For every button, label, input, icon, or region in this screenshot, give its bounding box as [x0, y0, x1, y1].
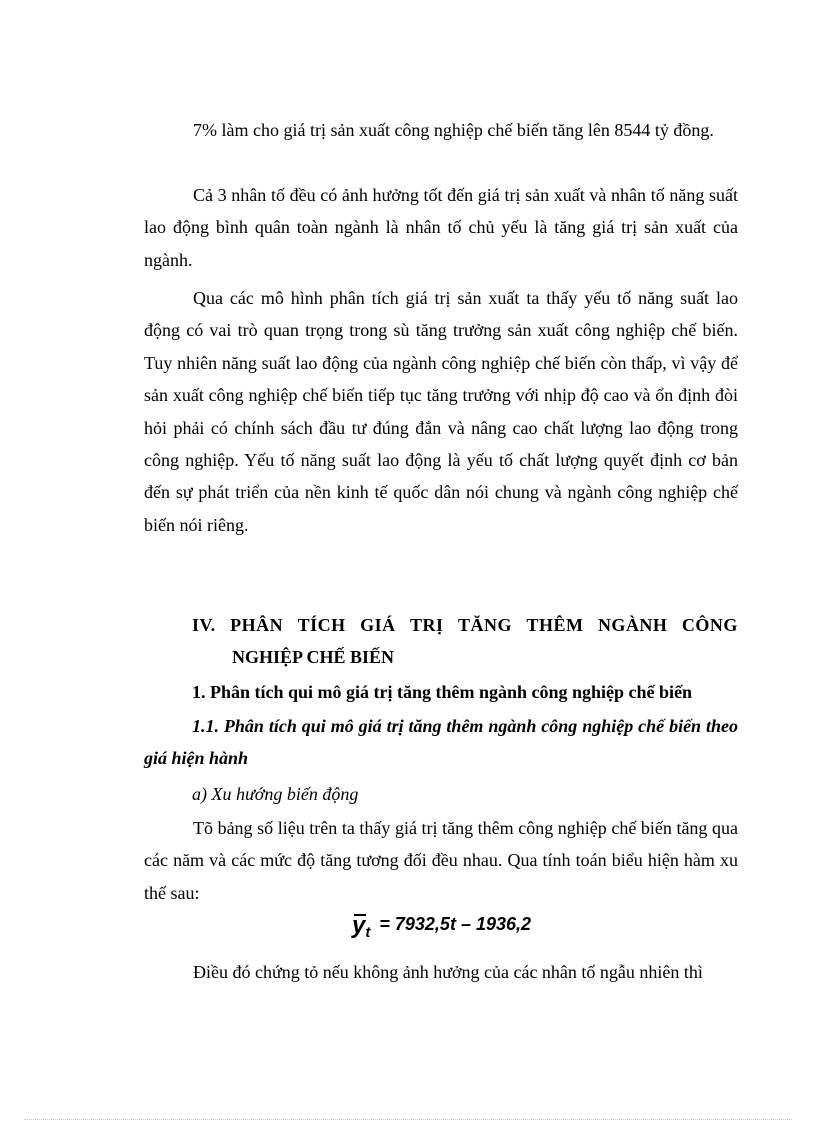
paragraph-conclusion-start: Điều đó chứng tỏ nếu không ảnh hưởng của các nhân tố ngẫu nhiên thì: [193, 962, 703, 982]
section-heading-line-2: NGHIỆP CHẾ BIẾN: [232, 647, 395, 667]
paragraph-factor-influence: Cả 3 nhân tố đều có ảnh hưởng tốt đến giá trị sản xuất và nhân tố năng suất lao động bình quân toàn ngành là nhân tố chủ yếu là tăng giá trị sản xuất của ngành.: [144, 185, 738, 270]
subsection-heading-1: 1. Phân tích qui mô giá trị tăng thêm ngành công nghiệp chế biến: [192, 682, 693, 702]
section-title-word: TRỊ: [410, 615, 444, 635]
formula-lhs-subscript: t: [365, 924, 371, 941]
paragraph-labor-productivity: Qua các mô hình phân tích giá trị sản xuất ta thấy yếu tố năng suất lao động có vai trò quan trọng trong sù tăng trưởng sản xuất công nghiệp chế biến. Tuy nhiên năng suất lao động của ngành công nghiệp chế biến còn thấp, vì vậy để sản xuất công nghiệp chế biến tiếp tục tăng trưởng với nhịp độ cao và ổn định đòi hỏi phải có chính sách đầu tư đúng đắn và nâng cao chất lượng lao động trong công nghiệp. Yếu tố năng suất lao động là yếu tố chất lượng quyết định cơ bản đến sự phát triển của nền kinh tế quốc dân nói chung và ngành công nghiệp chế biến nói riêng.: [144, 288, 738, 535]
subsection-heading-a: a) Xu hướng biến động: [192, 784, 359, 804]
page-bottom-divider: [24, 1119, 792, 1120]
formula-lhs: [352, 912, 370, 941]
subsection-heading-1-1: 1.1. Phân tích qui mô giá trị tăng thêm ngành công nghiệp chế biến theo giá hiện hành: [144, 716, 738, 768]
section-number: IV.: [192, 615, 216, 635]
section-title-word: TĂNG: [458, 615, 513, 635]
section-title-word: TÍCH: [297, 615, 346, 635]
section-title-word: PHÂN: [230, 615, 284, 635]
section-title-word: NGÀNH: [597, 615, 668, 635]
formula-lhs-variable: y: [352, 912, 366, 939]
trend-formula: [352, 912, 531, 952]
section-title-word: GIÁ: [360, 615, 396, 635]
section-heading-line-1: [192, 609, 738, 641]
formula-overline: [354, 914, 366, 916]
paragraph-result-summary: 7% làm cho giá trị sản xuất công nghiệp chế biến tăng lên 8544 tỷ đồng.: [193, 120, 714, 140]
section-heading-iv: [192, 609, 738, 673]
section-title-word: CÔNG: [681, 615, 738, 635]
paragraph-trend-analysis: Tõ bảng số liệu trên ta thấy giá trị tăng thêm công nghiệp chế biến tăng qua các năm và các mức độ tăng tương đối đều nhau. Qua tính toán biểu hiện hàm xu thế sau:: [144, 818, 738, 903]
formula-rhs: = 7932,5t – 1936,2: [379, 914, 532, 934]
section-title-word: THÊM: [526, 615, 584, 635]
